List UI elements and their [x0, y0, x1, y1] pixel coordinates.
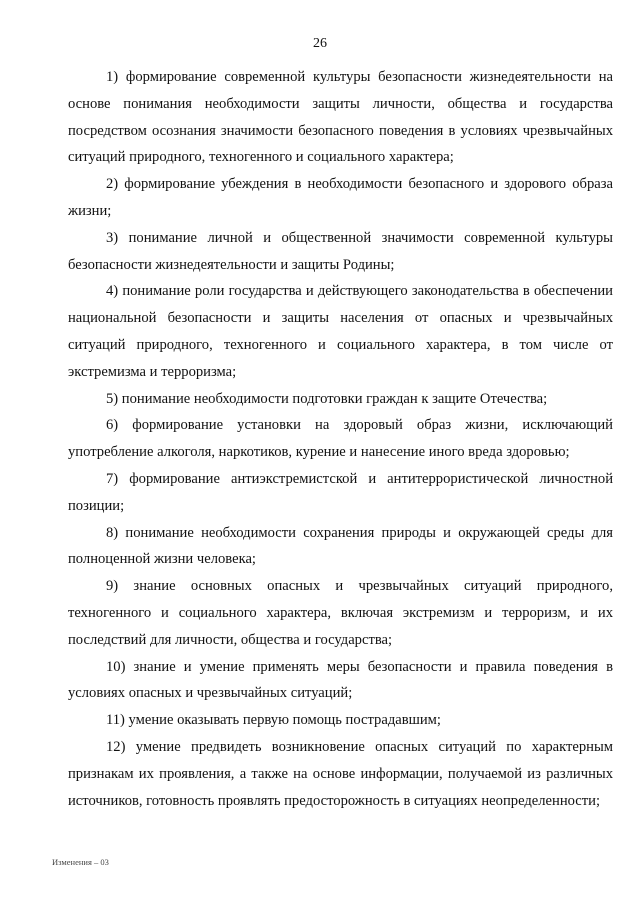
- list-item: 4) понимание роли государства и действующего законодательства в обеспечении национальной безопасности и защиты населения от опасных и чрезвычайных ситуаций природного, техногенного и социального характера, в том числе от экстремизма и терроризма;: [68, 283, 613, 380]
- list-item: 3) понимание личной и общественной значимости современной культуры безопасности жизнедеятельности и защиты Родины;: [68, 229, 613, 273]
- list-item: 10) знание и умение применять меры безопасности и правила поведения в условиях опасных и чрезвычайных ситуаций;: [68, 658, 613, 702]
- list-item: 6) формирование установки на здоровый образ жизни, исключающий употребление алкоголя, наркотиков, курение и нанесение иного вреда здоровью;: [68, 417, 613, 461]
- page-number: 26: [313, 36, 327, 51]
- list-item: 1) формирование современной культуры безопасности жизнедеятельности на основе понимания необходимости защиты личности, общества и государства посредством осознания значимости безопасного поведения в условиях чрезвычайных ситуаций природного, техногенного и социального характера;: [68, 69, 613, 166]
- footer-revision-note: Изменения – 03: [52, 857, 109, 867]
- list-item: 5) понимание необходимости подготовки граждан к защите Отечества;: [106, 390, 548, 407]
- list-item: 7) формирование антиэкстремистской и антитеррористической личностной позиции;: [68, 470, 613, 514]
- list-item: 2) формирование убеждения в необходимости безопасного и здорового образа жизни;: [68, 176, 613, 219]
- body-text: [68, 64, 613, 814]
- list-item: 11) умение оказывать первую помощь пострадавшим;: [106, 712, 441, 729]
- list-item: 9) знание основных опасных и чрезвычайных ситуаций природного, техногенного и социального характера, включая экстремизм и терроризм, и их последствий для личности, общества и государства;: [68, 578, 613, 648]
- list-item: 8) понимание необходимости сохранения природы и окружающей среды для полноценной жизни человека;: [68, 524, 613, 568]
- list-item: 12) умение предвидеть возникновение опасных ситуаций по характерным признакам их проявления, а также на основе информации, получаемой из различных источников, готовность проявлять предосторожность в ситуациях неопределенности;: [68, 738, 613, 809]
